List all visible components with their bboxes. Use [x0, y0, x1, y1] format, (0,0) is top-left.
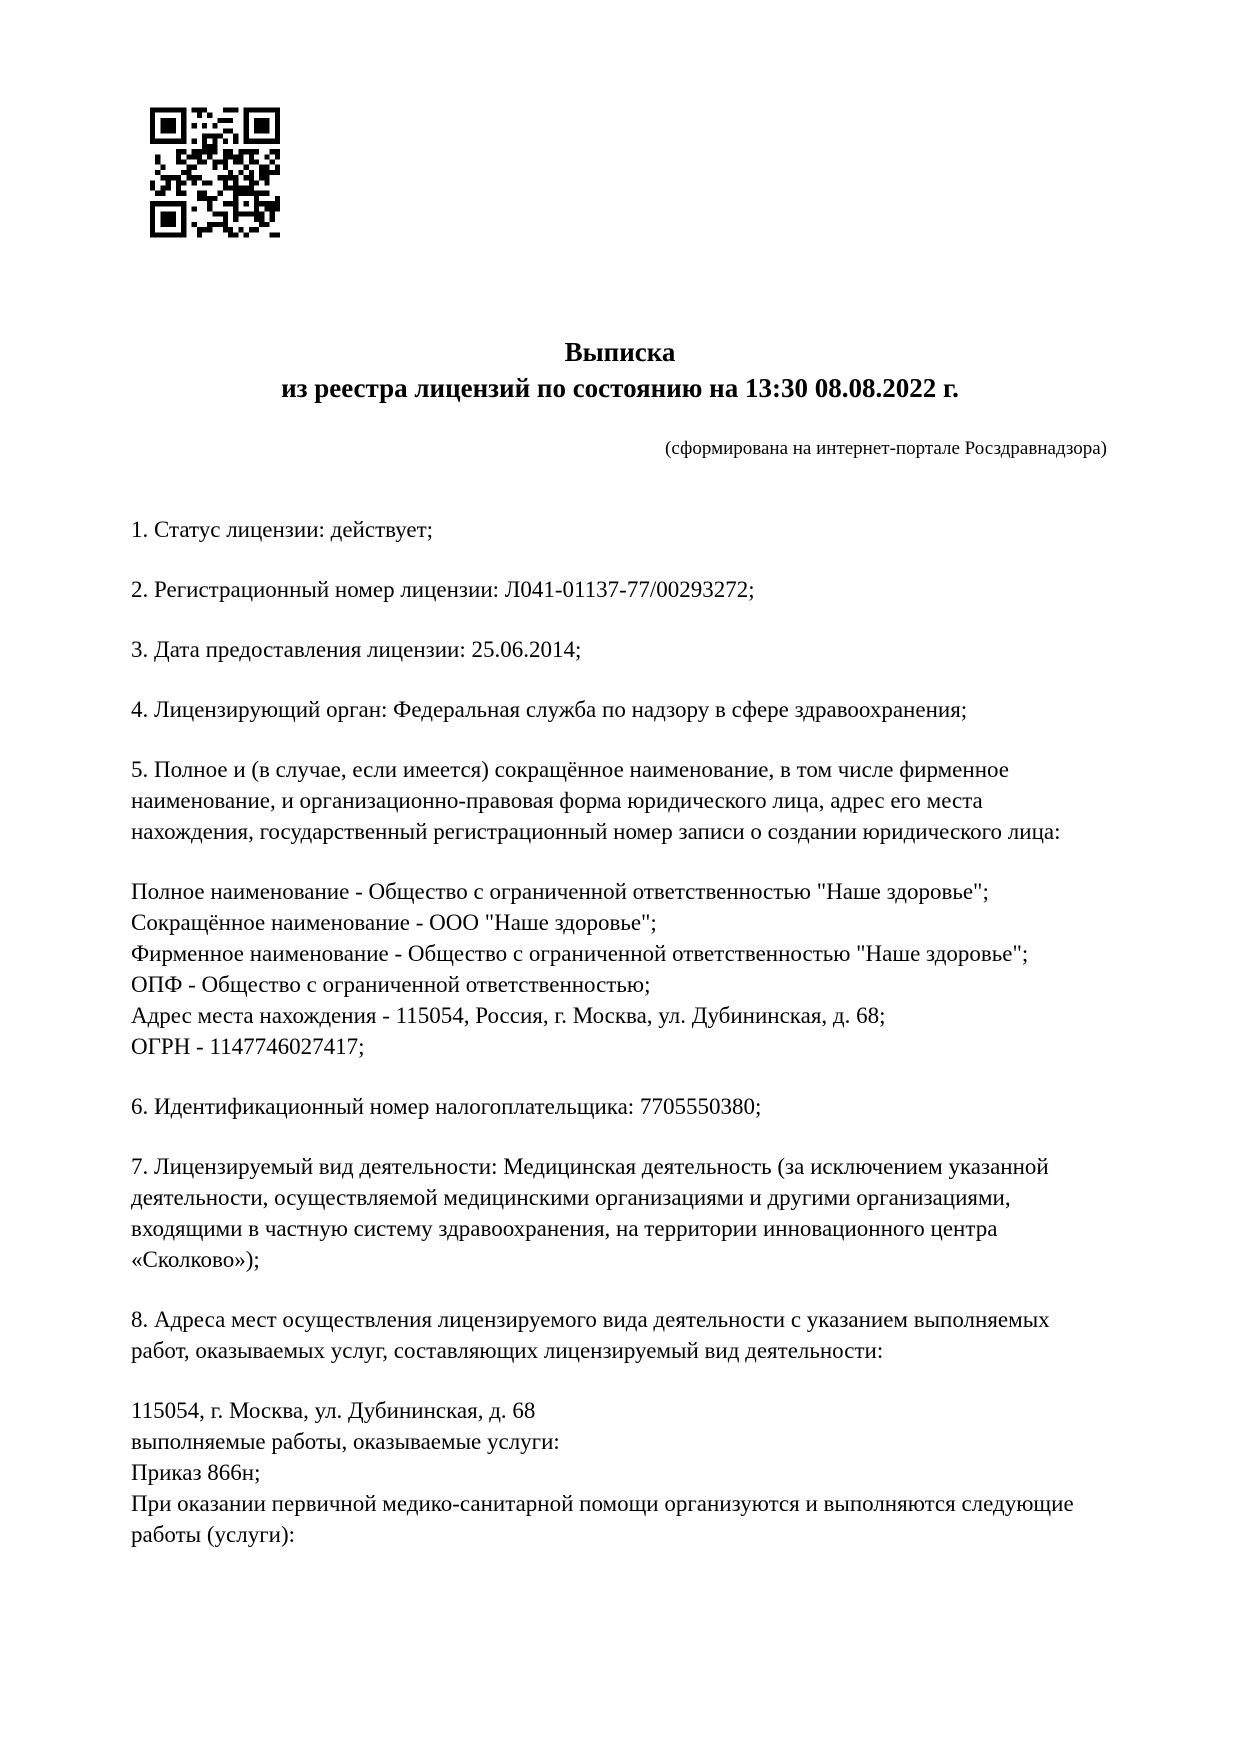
text-line: ОГРН - 1147746027417;: [131, 1034, 365, 1059]
text-line: 115054, г. Москва, ул. Дубининская, д. 68: [131, 1398, 536, 1423]
document-title: [0, 334, 1240, 406]
text-line: наименование, и организационно-правовая форма юридического лица, адрес его места: [131, 788, 983, 813]
paragraph-name-section-heading: [131, 754, 1120, 847]
paragraph-grant-date: [131, 634, 1120, 665]
text-line: 7. Лицензируемый вид деятельности: Медицинская деятельность (за исключением указанной: [131, 1154, 1049, 1179]
title-line-1: Выписка: [564, 337, 676, 367]
text-line: «Сколково»);: [131, 1247, 260, 1272]
text-line: выполняемые работы, оказываемые услуги:: [131, 1429, 560, 1454]
text-line: 4. Лицензирующий орган: Федеральная служба по надзору в сфере здравоохранения;: [131, 697, 968, 722]
document-body: [131, 514, 1120, 1579]
text-line: Полное наименование - Общество с ограниченной ответственностью "Наше здоровье";: [131, 879, 989, 904]
text-line: Адрес места нахождения - 115054, Россия, г. Москва, ул. Дубининская, д. 68;: [131, 1003, 886, 1028]
text-line: деятельности, осуществляемой медицинскими организациями и другими организациями,: [131, 1185, 1011, 1210]
text-line: входящими в частную систему здравоохранения, на территории инновационного центра: [131, 1216, 998, 1241]
text-line: 5. Полное и (в случае, если имеется) сокращённое наименование, в том числе фирменное: [131, 757, 1009, 782]
paragraph-registration-number: [131, 574, 1120, 605]
text-line: ОПФ - Общество с ограниченной ответственностью;: [131, 972, 651, 997]
paragraph-license-status: [131, 514, 1120, 545]
text-line: 3. Дата предоставления лицензии: 25.06.2014;: [131, 637, 582, 662]
paragraph-address-and-works: [131, 1395, 1120, 1550]
title-line-2: из реестра лицензий по состоянию на 13:30 08.08.2022 г.: [281, 373, 959, 403]
paragraph-addresses-heading: [131, 1304, 1120, 1366]
text-line: Приказ 866н;: [131, 1460, 261, 1485]
paragraph-taxpayer-number: [131, 1091, 1120, 1122]
text-line: Сокращённое наименование - ООО "Наше здоровье";: [131, 910, 657, 935]
text-line: 8. Адреса мест осуществления лицензируемого вида деятельности с указанием выполняемых: [131, 1307, 1050, 1332]
text-line: 6. Идентификационный номер налогоплательщика: 7705550380;: [131, 1094, 762, 1119]
text-line: работы (услуги):: [131, 1522, 295, 1547]
paragraph-organization-details: [131, 876, 1120, 1062]
text-line: нахождения, государственный регистрационный номер записи о создании юридического лица:: [131, 819, 1061, 844]
qr-code-icon: [150, 107, 280, 238]
text-line: 1. Статус лицензии: действует;: [131, 517, 434, 542]
paragraph-licensed-activity: [131, 1151, 1120, 1275]
text-line: 2. Регистрационный номер лицензии: Л041-01137-77/00293272;: [131, 577, 755, 602]
generated-note: (сформирована на интернет-портале Росздравнадзора): [665, 438, 1107, 459]
text-line: работ, оказываемых услуг, составляющих лицензируемый вид деятельности:: [131, 1338, 884, 1363]
text-line: Фирменное наименование - Общество с ограниченной ответственностью "Наше здоровье";: [131, 941, 1029, 966]
paragraph-licensing-authority: [131, 694, 1120, 725]
text-line: При оказании первичной медико-санитарной помощи организуются и выполняются следующие: [131, 1491, 1074, 1516]
